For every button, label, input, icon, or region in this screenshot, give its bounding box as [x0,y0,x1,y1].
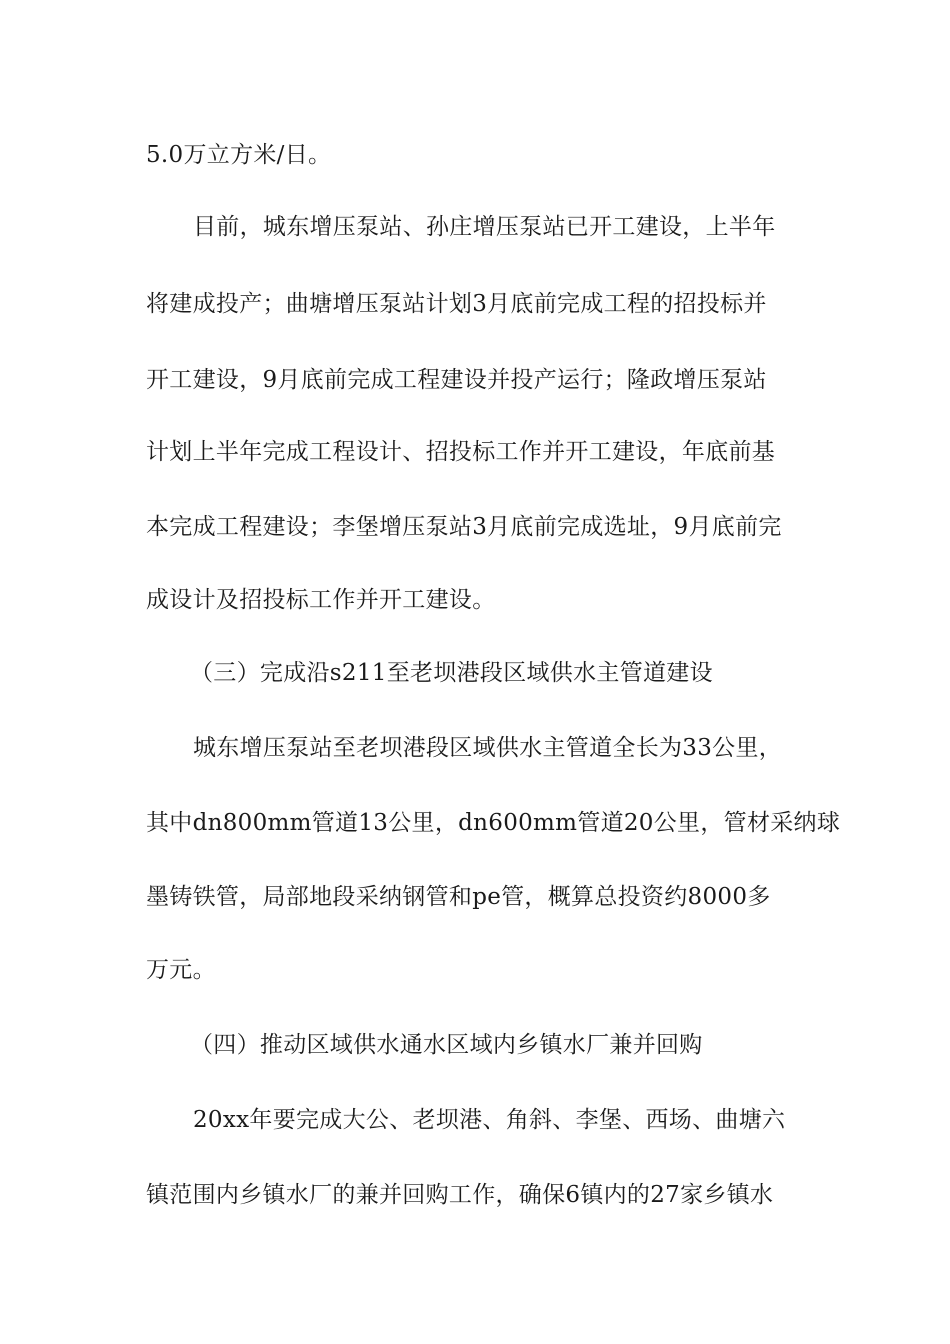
paragraph-line: 5.0万立方米/日。 [146,142,332,168]
paragraph-line: 将建成投产；曲塘增压泵站计划3月底前完成工程的招投标并 [146,291,767,317]
paragraph-line: 万元。 [146,957,216,983]
section-heading: （四）推动区域供水通水区域内乡镇水厂兼并回购 [190,1032,703,1058]
paragraph-line: 镇范围内乡镇水厂的兼并回购工作，确保6镇内的27家乡镇水 [146,1182,774,1208]
paragraph-line: 城东增压泵站至老坝港段区域供水主管道全长为33公里， [193,735,783,761]
paragraph-line: 其中dn800mm管道13公里，dn600mm管道20公里，管材采纳球 [146,810,841,836]
paragraph-line: 开工建设，9月底前完成工程建设并投产运行；隆政增压泵站 [146,367,767,393]
paragraph-line: 本完成工程建设；李堡增压泵站3月底前完成选址，9月底前完 [146,514,782,540]
section-heading: （三）完成沿s211至老坝港段区域供水主管道建设 [190,660,713,686]
paragraph-line: 成设计及招投标工作并开工建设。 [146,587,496,613]
paragraph-line: 计划上半年完成工程设计、招投标工作并开工建设，年底前基 [146,439,776,465]
paragraph-line: 墨铸铁管，局部地段采纳钢管和pe管，概算总投资约8000多 [146,884,771,910]
paragraph-line: 20xx年要完成大公、老坝港、角斜、李堡、西场、曲塘六 [193,1107,786,1133]
paragraph-line: 目前，城东增压泵站、孙庄增压泵站已开工建设，上半年 [193,214,776,240]
